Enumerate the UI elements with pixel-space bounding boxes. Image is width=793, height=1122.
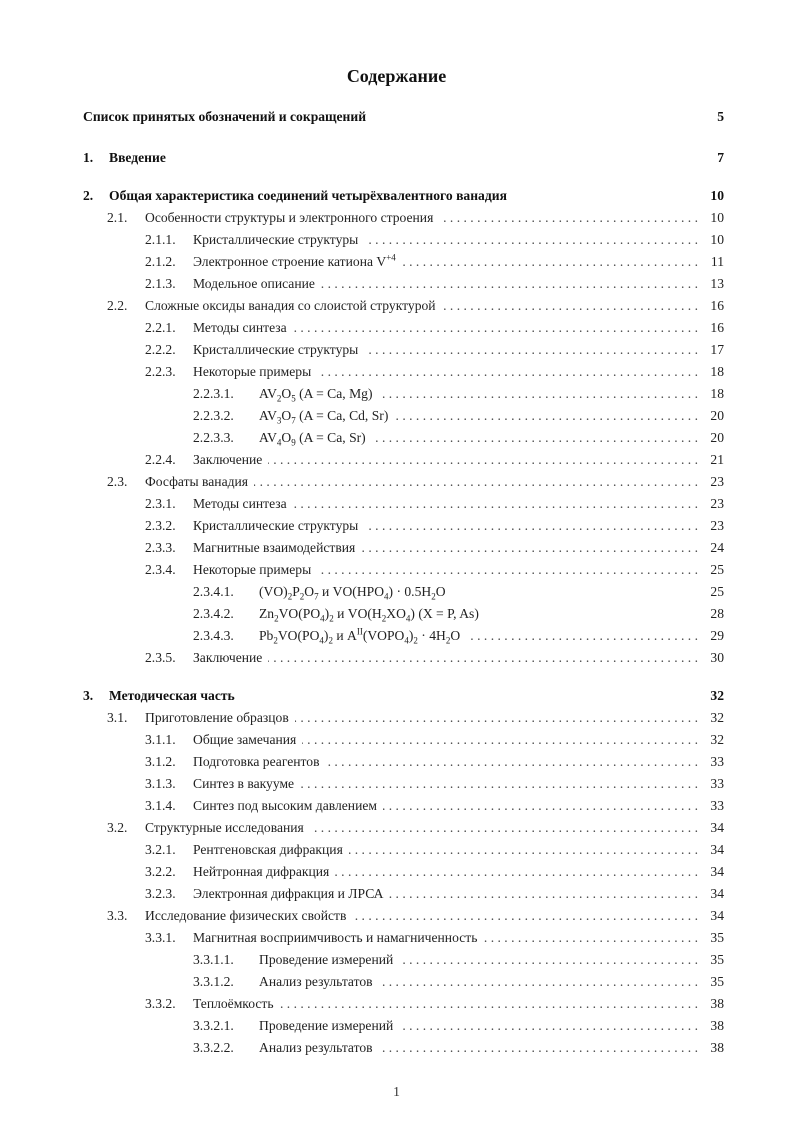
toc-entry-page: 16 xyxy=(710,298,724,313)
toc-entry[interactable] xyxy=(83,515,724,537)
toc-entry-number: 2.2.2. xyxy=(145,342,176,357)
toc-entry-number: 2.2. xyxy=(107,298,128,313)
toc-entry-page: 10 xyxy=(710,188,724,203)
toc-entry[interactable] xyxy=(83,751,724,773)
toc-entry-title: Нейтронная дифракция xyxy=(193,864,330,879)
toc-entry-title: Электронное строение катиона $V^{+4}$ xyxy=(193,252,396,269)
toc-entry-number: 3.2.1. xyxy=(145,842,176,857)
toc-entry-number: 3.1. xyxy=(107,710,128,725)
toc-entry[interactable] xyxy=(83,603,724,625)
toc-entry-number: 2.2.3.3. xyxy=(193,430,234,445)
toc-entry-title: $AV_3O_7$ (A = Ca, Cd, Sr) xyxy=(259,408,389,426)
toc-entry-page: 34 xyxy=(710,864,724,879)
toc-chapter[interactable] xyxy=(83,147,724,169)
toc-entry-number: 3.1.3. xyxy=(145,776,176,791)
toc-entry-page: 35 xyxy=(710,974,724,989)
page-number: 1 xyxy=(393,1084,400,1099)
toc-entry-title: Общие замечания xyxy=(193,732,297,747)
toc-leader xyxy=(300,773,698,795)
toc-entry-page: 20 xyxy=(710,408,724,423)
toc-leader xyxy=(372,427,698,449)
toc-entry-number: 2.3.3. xyxy=(145,540,176,555)
toc-entry-page: 34 xyxy=(710,842,724,857)
toc-entry-number: 2.1.1. xyxy=(145,232,176,247)
toc-entry-page: 33 xyxy=(710,798,724,813)
toc-leader xyxy=(268,647,698,669)
toc-entry[interactable] xyxy=(83,949,724,971)
toc-entry-title: Фосфаты ванадия xyxy=(145,474,249,489)
toc-entry[interactable] xyxy=(83,427,724,449)
toc-entry-page: 23 xyxy=(710,474,724,489)
toc-entry-title: Проведение измерений xyxy=(259,952,394,967)
toc-entry-number: 3.1.4. xyxy=(145,798,176,813)
toc-entry-title: Магнитные взаимодействия xyxy=(193,540,356,555)
toc-entry-title: $Pb_2VO(PO_4)_2$ и $A^{II}(VOPO_4)_2 \cdot 4H_2O$ xyxy=(259,626,461,646)
page-title: Содержание xyxy=(346,66,447,86)
toc-leader xyxy=(349,839,698,861)
toc-leader xyxy=(389,883,698,905)
toc-leader xyxy=(352,905,698,927)
table-of-contents xyxy=(83,106,724,1059)
toc-entry-page: 32 xyxy=(710,710,724,725)
toc-leader xyxy=(361,537,698,559)
toc-entry-number: 2.3.5. xyxy=(145,650,176,665)
toc-entry-number: 2.2.3.2. xyxy=(193,408,234,423)
toc-entry-page: 13 xyxy=(710,276,724,291)
toc-entry-title: Список принятых обозначений и сокращений xyxy=(83,109,367,124)
toc-entry-title: Модельное описание xyxy=(193,276,315,291)
toc-entry[interactable] xyxy=(83,273,724,295)
toc-entry-page: 32 xyxy=(710,732,724,747)
toc-entry-title: Некоторые примеры xyxy=(193,562,312,577)
toc-entry[interactable] xyxy=(83,927,724,949)
toc-entry-number: 3.3. xyxy=(107,908,128,923)
toc-entry[interactable] xyxy=(83,883,724,905)
toc-entry-number: 2.3.4.1. xyxy=(193,584,234,599)
toc-entry-title: Заключение xyxy=(193,650,263,665)
toc-entry-title: $(VO)_2P_2O_7$ и $VO(HPO_4) \cdot 0.5H_2O$ xyxy=(259,584,446,602)
toc-entry-title: Подготовка реагентов xyxy=(193,754,320,769)
toc-entry-page: 18 xyxy=(710,386,724,401)
toc-entry-title: Анализ результатов xyxy=(259,1040,373,1055)
toc-entry-number: 2.2.1. xyxy=(145,320,176,335)
toc-entry-title: Некоторые примеры xyxy=(193,364,312,379)
toc-entry-number: 3.2.2. xyxy=(145,864,176,879)
toc-leader xyxy=(439,207,698,229)
toc-entry-number: 2.3.4. xyxy=(145,562,176,577)
toc-entry[interactable] xyxy=(83,905,724,927)
toc-leader xyxy=(442,295,698,317)
toc-leader xyxy=(364,515,698,537)
toc-leader xyxy=(399,1015,698,1037)
toc-entry-page: 5 xyxy=(717,109,724,124)
toc-entry-page: 23 xyxy=(710,518,724,533)
toc-entry[interactable] xyxy=(83,317,724,339)
toc-leader xyxy=(293,317,698,339)
toc-entry-title: Магнитная восприимчивость и намагниченность xyxy=(193,930,478,945)
toc-entry-number: 3.2.3. xyxy=(145,886,176,901)
toc-entry-title: Кристаллические структуры xyxy=(193,232,359,247)
toc-entry-title: Кристаллические структуры xyxy=(193,342,359,357)
toc-entry-page: 10 xyxy=(710,232,724,247)
toc-entry-title: $AV_2O_5$ (A = Ca, Mg) xyxy=(259,386,373,404)
toc-entry-page: 24 xyxy=(710,540,724,555)
toc-leader xyxy=(335,861,698,883)
toc-leader xyxy=(364,229,698,251)
toc-entry-number: 2.3.4.3. xyxy=(193,628,234,643)
toc-entry-number: 2.1.2. xyxy=(145,254,176,269)
toc-entry-page: 30 xyxy=(710,650,724,665)
toc-leader xyxy=(326,751,698,773)
toc-entry-page: 17 xyxy=(710,342,724,357)
toc-entry-number: 3.3.2.1. xyxy=(193,1018,234,1033)
toc-entry-title: Анализ результатов xyxy=(259,974,373,989)
toc-entry[interactable] xyxy=(83,471,724,493)
toc-entry-title: Кристаллические структуры xyxy=(193,518,359,533)
toc-entry-page: 7 xyxy=(717,150,724,165)
toc-entry-number: 2.1. xyxy=(107,210,128,225)
toc-entry-page: 38 xyxy=(710,996,724,1011)
toc-entry-title: Общая характеристика соединений четырёхвалентного ванадия xyxy=(109,188,507,203)
toc-entry-title: Рентгеновская дифракция xyxy=(193,842,343,857)
toc-entry-title: $Zn_2VO(PO_4)_2$ и $VO(H_2XO_4) (X = P$, As) xyxy=(259,606,479,624)
toc-leader xyxy=(254,471,698,493)
toc-leader xyxy=(466,625,698,647)
toc-leader xyxy=(310,817,698,839)
toc-entry-page: 20 xyxy=(710,430,724,445)
toc-entry-page: 29 xyxy=(710,628,724,643)
toc-leader xyxy=(295,707,698,729)
toc-entry-page: 25 xyxy=(710,584,724,599)
toc-entry-page: 34 xyxy=(710,820,724,835)
toc-entry[interactable] xyxy=(83,647,724,669)
toc-chapter[interactable] xyxy=(83,106,724,128)
toc-entry-page: 38 xyxy=(710,1018,724,1033)
toc-entry-page: 34 xyxy=(710,886,724,901)
toc-entry[interactable] xyxy=(83,625,724,647)
toc-entry-page: 11 xyxy=(710,254,724,269)
toc-entry[interactable] xyxy=(83,405,724,427)
toc-entry[interactable] xyxy=(83,971,724,993)
toc-leader xyxy=(317,559,698,581)
toc-entry-number: 2.2.3. xyxy=(145,364,176,379)
toc-entry[interactable] xyxy=(83,229,724,251)
toc-entry[interactable] xyxy=(83,729,724,751)
toc-entry-title: Методы синтеза xyxy=(193,496,287,511)
toc-leader xyxy=(302,729,698,751)
toc-chapter[interactable] xyxy=(83,685,724,707)
toc-entry-title: Исследование физических свойств xyxy=(145,908,347,923)
toc-entry-page: 28 xyxy=(710,606,724,621)
toc-leader xyxy=(378,383,698,405)
toc-leader xyxy=(483,927,698,949)
toc-entry-title: Синтез в вакууме xyxy=(193,776,295,791)
toc-entry-number: 2. xyxy=(83,188,94,203)
toc-entry-title: Особенности структуры и электронного строения xyxy=(145,210,434,225)
toc-entry-title: Теплоёмкость xyxy=(193,996,274,1011)
toc-entry-page: 34 xyxy=(710,908,724,923)
toc-entry[interactable] xyxy=(83,339,724,361)
toc-entry-page: 16 xyxy=(710,320,724,335)
toc-entry-number: 2.2.3.1. xyxy=(193,386,234,401)
toc-entry-number: 3.1.1. xyxy=(145,732,176,747)
toc-entry-number: 3.2. xyxy=(107,820,128,835)
toc-entry-title: Проведение измерений xyxy=(259,1018,394,1033)
toc-entry[interactable] xyxy=(83,795,724,817)
toc-entry-title: Введение xyxy=(109,150,166,165)
toc-entry-number: 2.3.2. xyxy=(145,518,176,533)
toc-entry[interactable] xyxy=(83,707,724,729)
toc-entry-title: Заключение xyxy=(193,452,263,467)
toc-entry[interactable] xyxy=(83,251,724,273)
toc-entry-page: 38 xyxy=(710,1040,724,1055)
toc-entry-number: 2.3. xyxy=(107,474,128,489)
toc-entry[interactable] xyxy=(83,207,724,229)
toc-entry[interactable] xyxy=(83,361,724,383)
toc-leader xyxy=(280,993,698,1015)
toc-entry[interactable] xyxy=(83,993,724,1015)
toc-entry-page: 18 xyxy=(710,364,724,379)
toc-entry-title: Методы синтеза xyxy=(193,320,287,335)
toc-entry-number: 3. xyxy=(83,688,94,703)
toc-entry-title: Приготовление образцов xyxy=(145,710,289,725)
toc-chapter[interactable] xyxy=(83,185,724,207)
toc-entry-title: Электронная дифракция и ЛРСА xyxy=(193,886,384,901)
toc-entry[interactable] xyxy=(83,817,724,839)
toc-leader xyxy=(293,493,698,515)
toc-entry[interactable] xyxy=(83,537,724,559)
toc-leader xyxy=(383,795,698,817)
toc-entry-number: 2.2.4. xyxy=(145,452,176,467)
toc-entry[interactable] xyxy=(83,383,724,405)
toc-entry-number: 3.3.1.2. xyxy=(193,974,234,989)
toc-entry-page: 33 xyxy=(710,776,724,791)
toc-entry-page: 10 xyxy=(710,210,724,225)
toc-entry-title: Сложные оксиды ванадия со слоистой структурой xyxy=(145,298,436,313)
toc-entry-title: $AV_4O_9$ (A = Ca, Sr) xyxy=(259,430,366,448)
toc-leader xyxy=(379,971,698,993)
toc-entry-page: 21 xyxy=(710,452,724,467)
toc-leader xyxy=(321,273,698,295)
toc-entry-page: 23 xyxy=(710,496,724,511)
toc-entry[interactable] xyxy=(83,559,724,581)
toc-entry-number: 2.3.4.2. xyxy=(193,606,234,621)
toc-entry-number: 2.3.1. xyxy=(145,496,176,511)
toc-entry[interactable] xyxy=(83,295,724,317)
toc-entry[interactable] xyxy=(83,493,724,515)
toc-entry-number: 3.3.2.2. xyxy=(193,1040,234,1055)
toc-entry[interactable] xyxy=(83,581,724,603)
toc-entry-title: Синтез под высоким давлением xyxy=(193,798,377,813)
toc-entry-title: Методическая часть xyxy=(109,688,235,703)
toc-leader xyxy=(317,361,698,383)
toc-entry-title: Структурные исследования xyxy=(145,820,304,835)
toc-entry-number: 3.1.2. xyxy=(145,754,176,769)
toc-entry-page: 25 xyxy=(710,562,724,577)
toc-leader xyxy=(268,449,698,471)
toc-leader xyxy=(379,1037,698,1059)
toc-leader xyxy=(394,405,698,427)
toc-entry[interactable] xyxy=(83,449,724,471)
toc-entry[interactable] xyxy=(83,1037,724,1059)
toc-entry-number: 3.3.2. xyxy=(145,996,176,1011)
toc-entry-number: 2.1.3. xyxy=(145,276,176,291)
toc-leader xyxy=(402,251,698,273)
toc-entry[interactable] xyxy=(83,773,724,795)
toc-entry-page: 33 xyxy=(710,754,724,769)
toc-entry-number: 1. xyxy=(83,150,94,165)
toc-entry[interactable] xyxy=(83,839,724,861)
toc-entry-number: 3.3.1.1. xyxy=(193,952,234,967)
toc-entry-page: 35 xyxy=(710,930,724,945)
toc-entry-number: 3.3.1. xyxy=(145,930,176,945)
toc-entry[interactable] xyxy=(83,1015,724,1037)
toc-leader xyxy=(364,339,698,361)
toc-entry-page: 35 xyxy=(710,952,724,967)
toc-entry-page: 32 xyxy=(710,688,724,703)
toc-entry[interactable] xyxy=(83,861,724,883)
toc-leader xyxy=(399,949,698,971)
